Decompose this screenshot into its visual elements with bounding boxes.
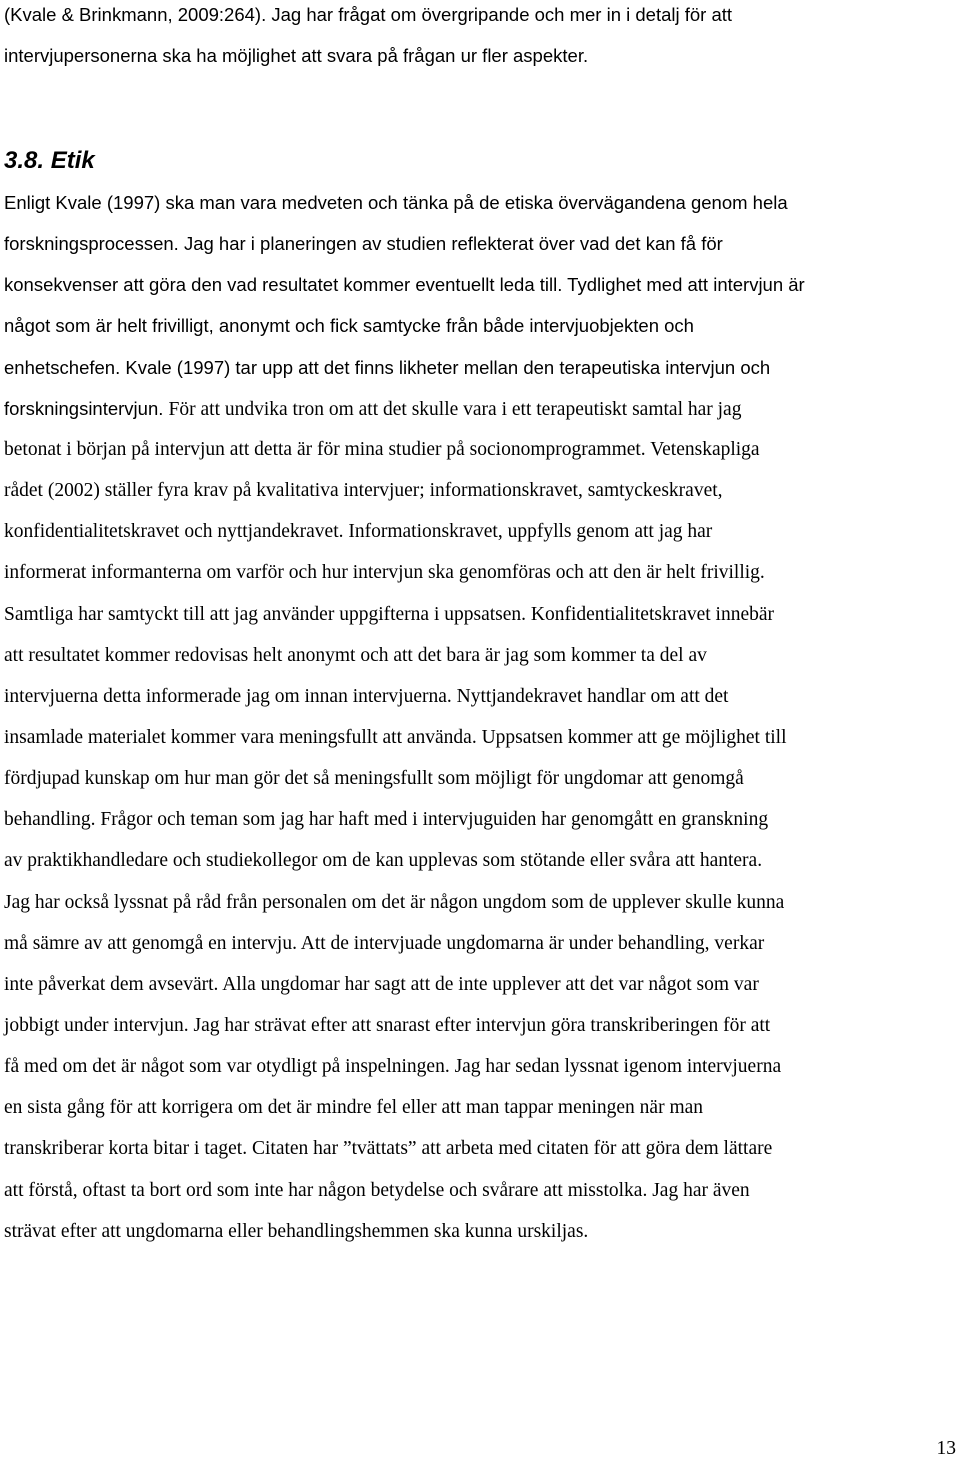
text-segment: forskningsintervjun. bbox=[4, 397, 169, 419]
text-segment: rådet (2002) ställer fyra krav på kvalitativa intervjuer; informationskravet, samtyckeskravet, bbox=[4, 480, 723, 502]
text-line bbox=[4, 726, 787, 750]
text-line bbox=[4, 191, 788, 216]
text-line bbox=[4, 767, 744, 791]
text-segment: må sämre av att genomgå en intervju. Att de intervjuade ungdomarna är under behandling, verkar bbox=[4, 932, 765, 954]
text-line bbox=[4, 1179, 750, 1203]
text-line bbox=[4, 397, 741, 422]
text-segment: betonat i början på intervjun att detta är för mina studier på socionomprogrammet. Vetenskapliga bbox=[4, 438, 760, 460]
text-segment: strävat efter att ungdomarna eller behandlingshemmen ska kunna urskiljas. bbox=[4, 1220, 589, 1242]
text-segment: inte påverkat dem avsevärt. Alla ungdomar har sagt att de inte upplever att det var något som var bbox=[4, 973, 759, 995]
text-segment: av praktikhandledare och studiekollegor om de kan upplevas som stötande eller svåra att hantera. bbox=[4, 850, 763, 872]
text-segment: något som är helt frivilligt, anonymt och fick samtycke från både intervjuobjekten och bbox=[4, 315, 694, 337]
text-line bbox=[4, 1137, 772, 1161]
text-line bbox=[4, 479, 723, 503]
text-segment: (Kvale & Brinkmann, 2009:264). Jag har frågat om övergripande och mer in i detalj för att bbox=[4, 4, 733, 25]
text-line bbox=[4, 3, 732, 28]
text-line bbox=[4, 685, 728, 709]
text-line bbox=[4, 932, 764, 956]
text-segment: att förstå, oftast ta bort ord som inte har någon betydelse och svårare att misstolka. Jag har även bbox=[4, 1179, 750, 1201]
text-segment: jobbigt under intervjun. Jag har strävat efter att snarast efter intervjun göra transkriberingen för att bbox=[4, 1015, 771, 1036]
text-segment: Samtliga har samtyckt till att jag använder uppgifterna i uppsatsen. Konfidentialitetskravet innebär bbox=[4, 603, 775, 625]
text-line bbox=[4, 1014, 770, 1038]
text-segment: behandling. Frågor och teman som jag har haft med i intervjuguiden har genomgått en granskning bbox=[4, 809, 769, 831]
text-segment: fördjupad kunskap om hur man gör det så meningsfullt som möjligt för ungdomar att genomgå bbox=[4, 768, 744, 790]
text-segment: få med om det är något som var otydligt på inspelningen. Jag har sedan lyssnat igenom intervjuerna bbox=[4, 1056, 782, 1078]
text-segment: Enligt Kvale (1997) ska man vara medveten och tänka på de etiska övervägandena genom hela bbox=[4, 192, 788, 213]
text-segment: forskningsprocessen. Jag har i planeringen av studien reflekterat över vad det kan få för bbox=[4, 233, 723, 255]
text-line bbox=[4, 44, 588, 69]
text-segment: intervjupersonerna ska ha möjlighet att svara på frågan ur fler aspekter. bbox=[4, 44, 589, 66]
text-segment: För att undvika tron om att det skulle vara i ett terapeutiskt samtal har jag bbox=[168, 398, 742, 420]
page-number: 13 bbox=[936, 1438, 956, 1459]
text-line bbox=[4, 1055, 781, 1079]
text-line bbox=[4, 808, 768, 832]
text-line bbox=[4, 561, 765, 585]
text-line bbox=[4, 1220, 588, 1244]
text-segment: insamlade materialet kommer vara meningsfullt att använda. Uppsatsen kommer att ge möjlighet till bbox=[4, 726, 787, 748]
text-segment: Jag har också lyssnat på råd från personalen om det är någon ungdom som de upplever skulle kunna bbox=[4, 891, 785, 913]
text-segment: konsekvenser att göra den vad resultatet kommer eventuellt leda till. Tydlighet med att intervjun är bbox=[4, 274, 805, 296]
text-line bbox=[4, 356, 770, 381]
text-line bbox=[4, 438, 760, 462]
text-segment: intervjuerna detta informerade jag om innan intervjuerna. Nyttjandekravet handlar om att det bbox=[4, 685, 729, 707]
text-segment: konfidentialitetskravet och nyttjandekravet. Informationskravet, uppfylls genom att jag har bbox=[4, 521, 713, 543]
text-line bbox=[4, 314, 694, 339]
text-line bbox=[4, 891, 784, 915]
section-heading: 3.8. Etik bbox=[4, 147, 95, 174]
text-segment: informerat informanterna om varför och hur intervjun ska genomföras och att den är helt frivillig. bbox=[4, 562, 765, 584]
text-line bbox=[4, 849, 762, 873]
text-line bbox=[4, 232, 723, 257]
text-segment: transkriberar korta bitar i taget. Citaten har ”tvättats” att arbeta med citaten för att göra dem lättare bbox=[4, 1138, 773, 1160]
text-segment: enhetschefen. Kvale (1997) tar upp att det finns likheter mellan den terapeutiska intervjun och bbox=[4, 356, 771, 378]
text-line bbox=[4, 273, 805, 298]
text-line bbox=[4, 973, 759, 997]
text-line bbox=[4, 1096, 703, 1120]
text-line bbox=[4, 520, 712, 544]
text-segment: en sista gång för att korrigera om det är mindre fel eller att man tappar meningen när man bbox=[4, 1097, 704, 1119]
text-line bbox=[4, 603, 774, 627]
text-line bbox=[4, 644, 707, 668]
text-segment: att resultatet kommer redovisas helt anonymt och att det bara är jag som kommer ta del av bbox=[4, 644, 707, 666]
